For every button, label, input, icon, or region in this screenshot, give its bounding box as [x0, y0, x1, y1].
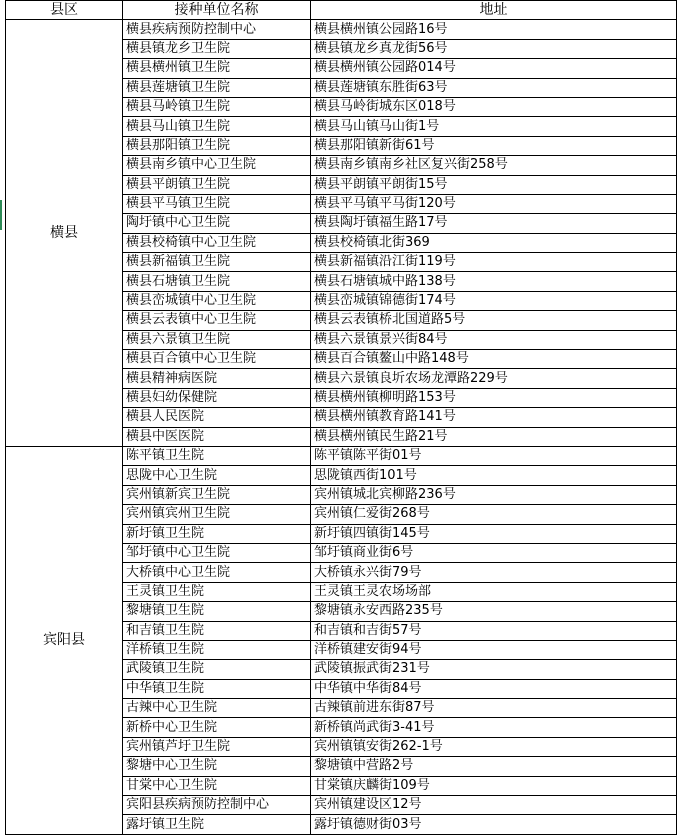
unit-name-cell[interactable]: 横县六景镇卫生院	[123, 330, 311, 349]
address-cell[interactable]: 宾州镇建设区12号	[311, 796, 677, 815]
address-cell[interactable]: 古辣镇前进东街87号	[311, 699, 677, 718]
address-cell[interactable]: 横县陶圩镇福生路17号	[311, 214, 677, 233]
unit-name-cell[interactable]: 横县云表镇中心卫生院	[123, 311, 311, 330]
vaccination-sites-sheet	[5, 0, 676, 835]
header-address[interactable]: 地址	[311, 1, 677, 20]
table-row	[6, 446, 677, 465]
address-cell[interactable]: 甘棠镇庆麟街109号	[311, 776, 677, 795]
address-cell[interactable]: 横县六景镇景兴街84号	[311, 330, 677, 349]
table-body	[6, 20, 677, 834]
unit-name-cell[interactable]: 横县人民医院	[123, 408, 311, 427]
unit-name-cell[interactable]: 宾阳县疾病预防控制中心	[123, 796, 311, 815]
unit-name-cell[interactable]: 邹圩镇中心卫生院	[123, 543, 311, 562]
unit-name-cell[interactable]: 陈平镇卫生院	[123, 446, 311, 465]
address-cell[interactable]: 横县石塘镇城中路138号	[311, 272, 677, 291]
unit-name-cell[interactable]: 古辣中心卫生院	[123, 699, 311, 718]
address-cell[interactable]: 新圩镇四镇街145号	[311, 524, 677, 543]
unit-name-cell[interactable]: 和吉镇卫生院	[123, 621, 311, 640]
address-cell[interactable]: 横县横州镇教育路141号	[311, 408, 677, 427]
unit-name-cell[interactable]: 露圩镇卫生院	[123, 815, 311, 834]
unit-name-cell[interactable]: 甘棠中心卫生院	[123, 776, 311, 795]
unit-name-cell[interactable]: 横县峦城镇中心卫生院	[123, 291, 311, 310]
address-cell[interactable]: 横县平朗镇平朗街15号	[311, 175, 677, 194]
address-cell[interactable]: 横县校椅镇北街369	[311, 233, 677, 252]
address-cell[interactable]: 宾州镇镇安街262-1号	[311, 737, 677, 756]
address-cell[interactable]: 横县马岭街城东区018号	[311, 97, 677, 116]
unit-name-cell[interactable]: 横县精神病医院	[123, 369, 311, 388]
address-cell[interactable]: 横县横州镇柳明路153号	[311, 388, 677, 407]
address-cell[interactable]: 宾州镇仁爱街268号	[311, 505, 677, 524]
unit-name-cell[interactable]: 横县莲塘镇卫生院	[123, 78, 311, 97]
address-cell[interactable]: 思陇镇西街101号	[311, 466, 677, 485]
unit-name-cell[interactable]: 横县校椅镇中心卫生院	[123, 233, 311, 252]
unit-name-cell[interactable]: 横县新福镇卫生院	[123, 253, 311, 272]
address-cell[interactable]: 横县新福镇沿江街119号	[311, 253, 677, 272]
address-cell[interactable]: 洋桥镇建安街94号	[311, 640, 677, 659]
unit-name-cell[interactable]: 陶圩镇中心卫生院	[123, 214, 311, 233]
address-cell[interactable]: 横县平马镇平马街120号	[311, 194, 677, 213]
address-cell[interactable]: 横县那阳镇新街61号	[311, 136, 677, 155]
unit-name-cell[interactable]: 宾州镇宾州卫生院	[123, 505, 311, 524]
address-cell[interactable]: 武陵镇振武街231号	[311, 660, 677, 679]
table-row	[6, 20, 677, 39]
header-unit-name[interactable]: 接种单位名称	[123, 1, 311, 20]
unit-name-cell[interactable]: 武陵镇卫生院	[123, 660, 311, 679]
address-cell[interactable]: 大桥镇永兴街79号	[311, 563, 677, 582]
unit-name-cell[interactable]: 横县中医医院	[123, 427, 311, 446]
unit-name-cell[interactable]: 横县平马镇卫生院	[123, 194, 311, 213]
unit-name-cell[interactable]: 洋桥镇卫生院	[123, 640, 311, 659]
unit-name-cell[interactable]: 横县南乡镇中心卫生院	[123, 156, 311, 175]
address-cell[interactable]: 王灵镇王灵农场场部	[311, 582, 677, 601]
unit-name-cell[interactable]: 横县镇龙乡卫生院	[123, 39, 311, 58]
address-cell[interactable]: 横县南乡镇南乡社区复兴街258号	[311, 156, 677, 175]
county-cell[interactable]: 横县	[6, 20, 123, 447]
address-cell[interactable]: 新桥镇尚武街3-41号	[311, 718, 677, 737]
unit-name-cell[interactable]: 横县妇幼保健院	[123, 388, 311, 407]
unit-name-cell[interactable]: 横县马山镇卫生院	[123, 117, 311, 136]
vaccination-sites-table	[5, 0, 677, 835]
unit-name-cell[interactable]: 中华镇卫生院	[123, 679, 311, 698]
unit-name-cell[interactable]: 大桥镇中心卫生院	[123, 563, 311, 582]
address-cell[interactable]: 横县峦城镇锦德街174号	[311, 291, 677, 310]
address-cell[interactable]: 横县六景镇良圻农场龙潭路229号	[311, 369, 677, 388]
address-cell[interactable]: 中华镇中华街84号	[311, 679, 677, 698]
unit-name-cell[interactable]: 宾州镇芦圩卫生院	[123, 737, 311, 756]
address-cell[interactable]: 和吉镇和吉街57号	[311, 621, 677, 640]
address-cell[interactable]: 黎塘镇永安西路235号	[311, 602, 677, 621]
address-cell[interactable]: 陈平镇陈平街01号	[311, 446, 677, 465]
unit-name-cell[interactable]: 横县平朗镇卫生院	[123, 175, 311, 194]
header-county[interactable]: 县区	[6, 1, 123, 20]
unit-name-cell[interactable]: 新圩镇卫生院	[123, 524, 311, 543]
unit-name-cell[interactable]: 黎塘镇卫生院	[123, 602, 311, 621]
address-cell[interactable]: 横县马山镇马山街1号	[311, 117, 677, 136]
address-cell[interactable]: 露圩镇德财街03号	[311, 815, 677, 834]
address-cell[interactable]: 横县横州镇民生路21号	[311, 427, 677, 446]
unit-name-cell[interactable]: 王灵镇卫生院	[123, 582, 311, 601]
address-cell[interactable]: 宾州镇城北宾柳路236号	[311, 485, 677, 504]
address-cell[interactable]: 横县莲塘镇东胜街63号	[311, 78, 677, 97]
address-cell[interactable]: 黎塘镇中营路2号	[311, 757, 677, 776]
unit-name-cell[interactable]: 横县横州镇卫生院	[123, 59, 311, 78]
address-cell[interactable]: 横县横州镇公园路014号	[311, 59, 677, 78]
unit-name-cell[interactable]: 横县疾病预防控制中心	[123, 20, 311, 39]
unit-name-cell[interactable]: 思陇中心卫生院	[123, 466, 311, 485]
unit-name-cell[interactable]: 横县石塘镇卫生院	[123, 272, 311, 291]
unit-name-cell[interactable]: 横县马岭镇卫生院	[123, 97, 311, 116]
address-cell[interactable]: 横县镇龙乡真龙街56号	[311, 39, 677, 58]
header-row	[6, 1, 677, 20]
address-cell[interactable]: 邹圩镇商业街6号	[311, 543, 677, 562]
unit-name-cell[interactable]: 横县那阳镇卫生院	[123, 136, 311, 155]
address-cell[interactable]: 横县百合镇鳌山中路148号	[311, 350, 677, 369]
address-cell[interactable]: 横县云表镇桥北国道路5号	[311, 311, 677, 330]
county-cell[interactable]: 宾阳县	[6, 446, 123, 834]
sheet-edge-mark	[0, 200, 2, 230]
unit-name-cell[interactable]: 黎塘中心卫生院	[123, 757, 311, 776]
unit-name-cell[interactable]: 宾州镇新宾卫生院	[123, 485, 311, 504]
unit-name-cell[interactable]: 横县百合镇中心卫生院	[123, 350, 311, 369]
address-cell[interactable]: 横县横州镇公园路16号	[311, 20, 677, 39]
unit-name-cell[interactable]: 新桥中心卫生院	[123, 718, 311, 737]
